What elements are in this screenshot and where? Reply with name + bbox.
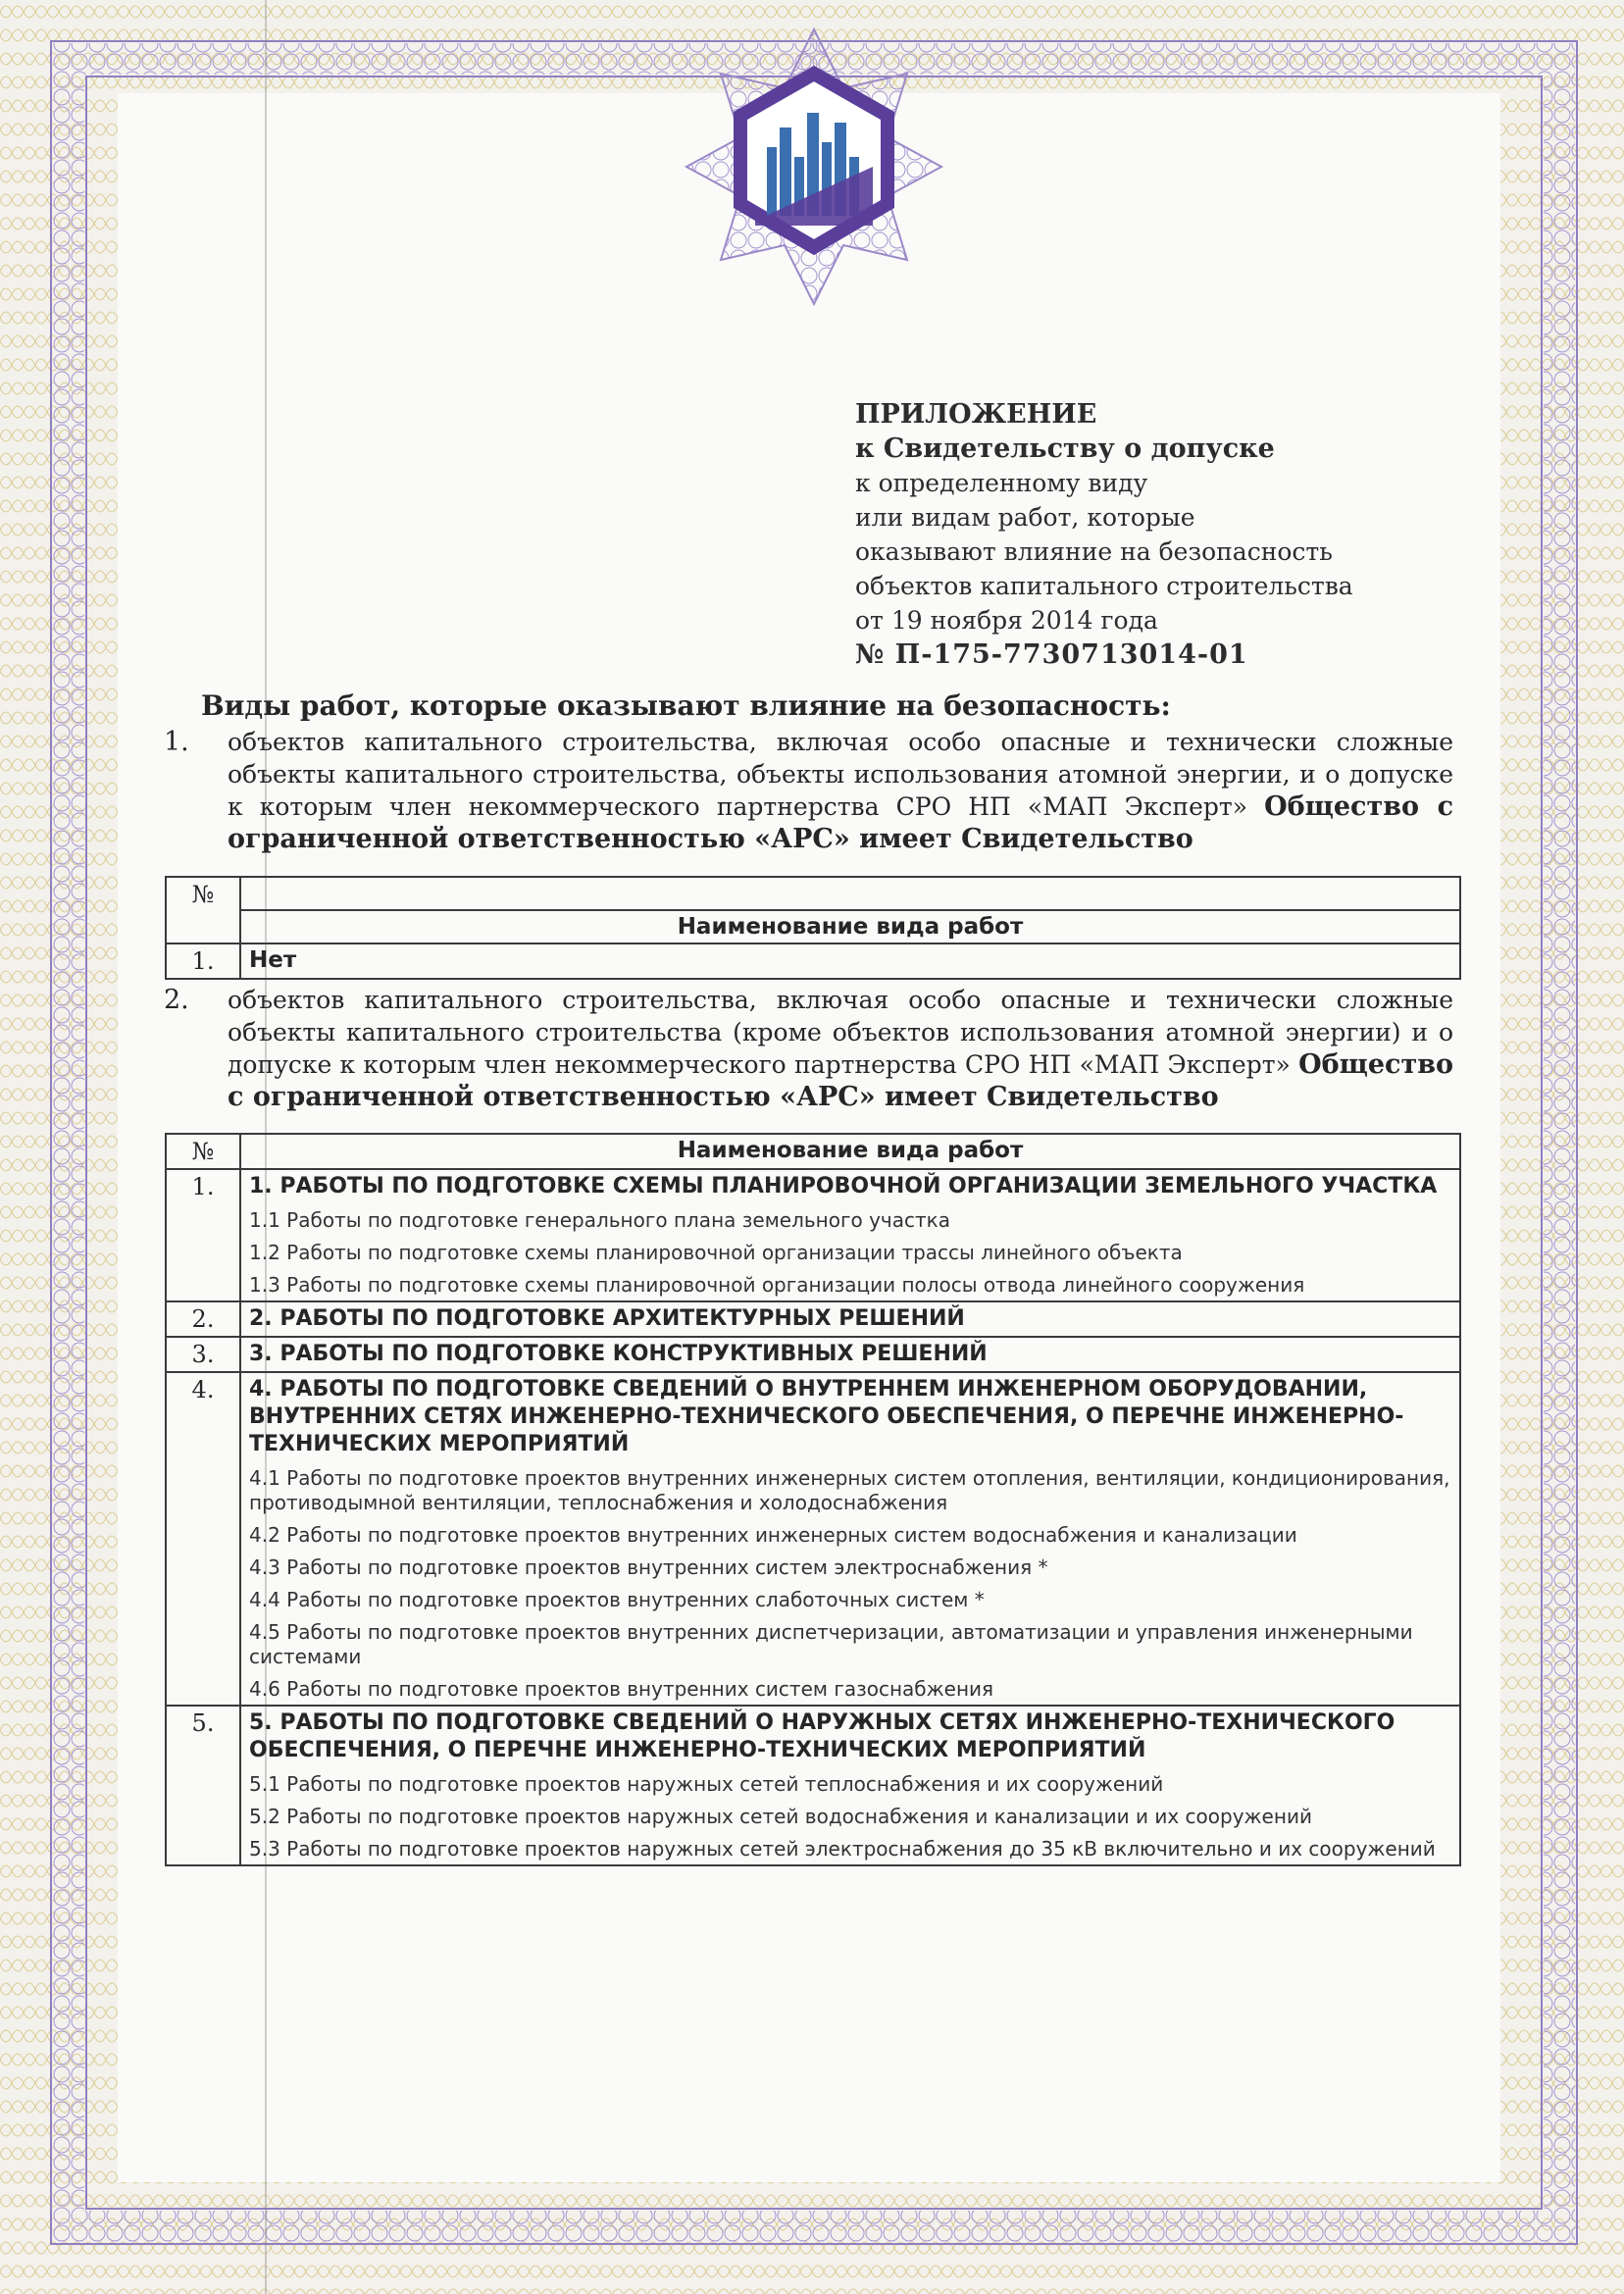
work-item: 5.1 Работы по подготовке проектов наружных сетей теплоснабжения и их сооружений: [249, 1772, 1164, 1796]
header-line: оказывают влияние на безопасность: [855, 537, 1333, 566]
header-line: объектов капитального строительства: [855, 572, 1353, 600]
table-row: [166, 1301, 1460, 1337]
section-2-number: 2.: [164, 985, 189, 1015]
row-number: 1.: [166, 943, 240, 979]
work-item: 1.3 Работы по подготовке схемы планировочной организации полосы отвода линейного сооружения: [249, 1273, 1305, 1297]
work-item: 5.3 Работы по подготовке проектов наружных сетей электроснабжения до 35 кВ включительно и их сооружений: [249, 1837, 1436, 1861]
section-2-table: [165, 1133, 1461, 1866]
section-1-text: объектов капитального строительства, включая особо опасные и технически сложные объекты капитального строительства, объекты использования атомной энергии, и о допуске к которым член некоммерческого партнерства СРО НП «МАП Эксперт»: [228, 728, 1453, 821]
section-1-table: [165, 876, 1461, 980]
work-item: 1.2 Работы по подготовке схемы планировочной организации трассы линейного объекта: [249, 1241, 1183, 1264]
section-1-number: 1.: [164, 727, 189, 757]
col-name-header: Наименование вида работ: [240, 910, 1460, 943]
row-name: Нет: [240, 943, 1460, 979]
appendix-header: [855, 397, 1444, 672]
work-item: 4.5 Работы по подготовке проектов внутренних диспетчеризации, автоматизации и управления инженерными системами: [249, 1620, 1413, 1668]
section-1-paragraph: [164, 726, 1454, 855]
category-title: 4. РАБОТЫ ПО ПОДГОТОВКЕ СВЕДЕНИЙ О ВНУТРЕННЕМ ИНЖЕНЕРНОМ ОБОРУДОВАНИИ, ВНУТРЕННИХ СЕТЯХ ИНЖЕНЕРНО-ТЕХНИЧЕСКОГО ОБЕСПЕЧЕНИЯ, О ПЕРЕЧНЕ ИНЖЕНЕРНО-ТЕХНИЧЕСКИХ МЕРОПРИЯТИЙ: [249, 1377, 1404, 1456]
row-number: 1.: [166, 1169, 240, 1301]
section-1-company: Общество с ограниченной ответственностью «АРС» имеет Свидетельство: [228, 791, 1454, 854]
category-title: 2. РАБОТЫ ПО ПОДГОТОВКЕ АРХИТЕКТУРНЫХ РЕШЕНИЙ: [249, 1306, 965, 1331]
table-row: [166, 1706, 1460, 1865]
category-title: 5. РАБОТЫ ПО ПОДГОТОВКЕ СВЕДЕНИЙ О НАРУЖНЫХ СЕТЯХ ИНЖЕНЕРНО-ТЕХНИЧЕСКОГО ОБЕСПЕЧЕНИЯ, О ПЕРЕЧНЕ ИНЖЕНЕРНО-ТЕХНИЧЕСКИХ МЕРОПРИЯТИЙ: [249, 1710, 1396, 1762]
category-title: 1. РАБОТЫ ПО ПОДГОТОВКЕ СХЕМЫ ПЛАНИРОВОЧНОЙ ОРГАНИЗАЦИИ ЗЕМЕЛЬНОГО УЧАСТКА: [249, 1174, 1438, 1198]
section-2-text: объектов капитального строительства, включая особо опасные и технически сложные объекты капитального строительства (кроме объектов использования атомной энергии) и о допуске к которым член некоммерческого партнерства СРО НП «МАП Эксперт»: [228, 986, 1453, 1079]
section-2-company: Общество с ограниченной ответственностью «АРС» имеет Свидетельство: [228, 1049, 1453, 1112]
table-row: [166, 1169, 1460, 1301]
certificate-number: № П-175-7730713014-01: [855, 639, 1248, 670]
work-item: 5.2 Работы по подготовке проектов наружных сетей водоснабжения и канализации и их сооружений: [249, 1805, 1312, 1828]
table-row: [166, 1372, 1460, 1706]
section-2-paragraph: [164, 984, 1453, 1113]
appendix-title: ПРИЛОЖЕНИЕ: [855, 399, 1097, 430]
logo-emblem: [677, 20, 951, 314]
header-spacer: [240, 877, 1460, 910]
appendix-subtitle: к Свидетельству о допуске: [855, 433, 1275, 464]
section-title: Виды работ, которые оказывают влияние на безопасность:: [201, 689, 1171, 722]
work-item: 4.3 Работы по подготовке проектов внутренних систем электроснабжения *: [249, 1555, 1048, 1579]
category-title: 3. РАБОТЫ ПО ПОДГОТОВКЕ КОНСТРУКТИВНЫХ РЕШЕНИЙ: [249, 1342, 988, 1366]
col-name-header: Наименование вида работ: [240, 1134, 1460, 1169]
work-item: 4.1 Работы по подготовке проектов внутренних инженерных систем отопления, вентиляции, кондиционирования, противодымной вентиляции, теплоснабжения и холодоснабжения: [249, 1466, 1450, 1514]
table-row: [166, 943, 1460, 979]
header-line: к определенному виду: [855, 469, 1148, 497]
header-line: или видам работ, которые: [855, 503, 1195, 532]
row-number: 3.: [166, 1337, 240, 1372]
work-item: 4.2 Работы по подготовке проектов внутренних инженерных систем водоснабжения и канализации: [249, 1523, 1297, 1547]
row-number: 2.: [166, 1301, 240, 1337]
col-num-header: №: [166, 1134, 240, 1169]
work-item: 1.1 Работы по подготовке генерального плана земельного участка: [249, 1208, 950, 1232]
header-date: от 19 ноября 2014 года: [855, 606, 1158, 635]
work-item: 4.4 Работы по подготовке проектов внутренних слаботочных систем *: [249, 1588, 985, 1611]
row-number: 5.: [166, 1706, 240, 1865]
col-num-header: №: [166, 877, 240, 943]
work-item: 4.6 Работы по подготовке проектов внутренних систем газоснабжения: [249, 1677, 994, 1701]
row-number: 4.: [166, 1372, 240, 1706]
table-row: [166, 1337, 1460, 1372]
